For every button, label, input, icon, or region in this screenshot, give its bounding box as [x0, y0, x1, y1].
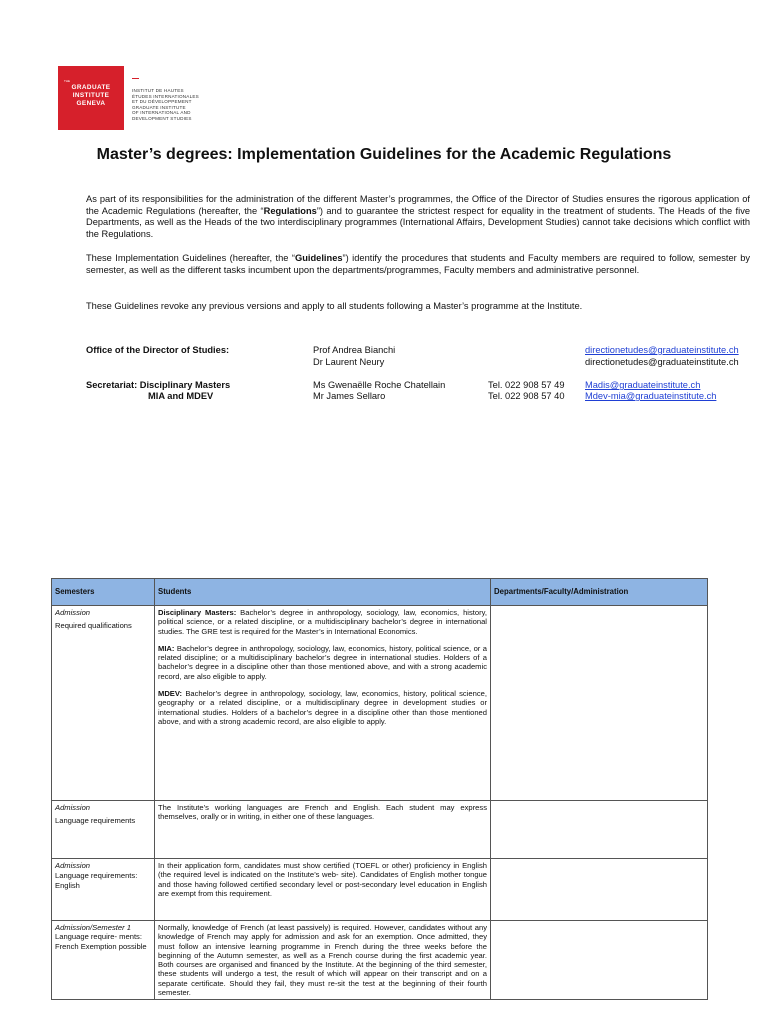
requirement-paragraph: [158, 608, 487, 636]
semester-subtitle: Language require- ments: French Exemption possible: [55, 932, 147, 951]
semester-title: Admission/Semester 1: [55, 923, 131, 932]
header-departments: Departments/Faculty/Administration: [491, 579, 708, 606]
semester-title: Admission: [55, 861, 91, 870]
semester-subtitle: Language requirements: [55, 816, 136, 826]
logo-dash: [132, 78, 139, 79]
table-header-row: [52, 579, 708, 606]
text-run: As part of its responsibilities for the administration of the different Master’s programmes, the Office of the Director of Studies ensures the rigorous application of the Academic Regulations (hereafter, the “: [86, 194, 750, 216]
logo-sub-line: GRADUATE INSTITUTE: [132, 104, 186, 110]
requirement-paragraph: [158, 689, 487, 726]
text-run: These Implementation Guidelines (hereafter, the “: [86, 253, 295, 263]
office-email-link[interactable]: directionetudes@graduateinstitute.ch: [585, 345, 739, 355]
semester-subtitle: Language requirements: English: [55, 871, 138, 890]
text-run: Bachelor’s degree in anthropology, sociology, law, economics, history, political science, or a related discipline; or a multidisciplinary bachelor’s degree in international studies. Holders of a bachelor’s degree in a discipline other than those mentioned above, and with a strong academic record, are also eligible to apply.: [158, 643, 487, 681]
mdev-mia-email-link[interactable]: Mdev-mia@graduateinstitute.ch: [585, 391, 717, 401]
logo-line-3: GENEVA: [76, 100, 106, 107]
office-name: Prof Andrea Bianchi: [313, 345, 396, 355]
table-row: [52, 859, 708, 921]
programme-label: MDEV:: [158, 689, 183, 699]
office-email: directionetudes@graduateinstitute.ch: [585, 357, 739, 367]
students-cell: [155, 801, 491, 859]
institute-logo: [58, 66, 124, 130]
requirement-paragraph: [158, 644, 487, 681]
secretariat-name: Mr James Sellaro: [313, 391, 386, 401]
logo-sub-line: ÉTUDES INTERNATIONALES: [132, 93, 199, 99]
text-run: In their application form, candidates must show certified (TOEFL or other) proficiency in English (the required level is indicated on the Institute’s web- site). Candidates of English mother tongue and those having followed certified secondary level or post-secondary level education in English are exempt from this requirement.: [158, 861, 487, 898]
students-cell: [155, 606, 491, 801]
guidelines-term: Guidelines: [295, 253, 343, 263]
logo-the: THE: [64, 79, 70, 83]
semester-subtitle: Required qualifications: [55, 621, 132, 631]
requirement-paragraph: [158, 923, 487, 997]
office-name: Dr Laurent Neury: [313, 357, 385, 367]
secretariat-name: Ms Gwenaëlle Roche Chatellain: [313, 380, 446, 390]
programme-label: MIA:: [158, 643, 175, 653]
departments-cell: [491, 859, 708, 921]
requirement-paragraph: [158, 861, 487, 898]
departments-cell: [491, 606, 708, 801]
semester-cell: [52, 801, 155, 859]
intro-paragraph-2: [86, 253, 750, 276]
table-row: [52, 801, 708, 859]
text-run: Normally, knowledge of French (at least passively) is required. However, candidates without any knowledge of French may apply for admission and ask for an exemption. Once admitted, they must follow an intensive learning programme in French during the three weeks before the beginning of the Autumn semester, as well as a French course during the first academic year. Both courses are organised and financed by the Institute. At the beginning of the third semester, these students will undergo a test, the result of which will appear on their transcript and on a separate certificate. Should they fail, they must re-sit the test at the beginning of their fourth semester.: [158, 923, 487, 998]
madis-email-link[interactable]: Madis@graduateinstitute.ch: [585, 380, 701, 390]
semester-title: Admission: [55, 608, 91, 617]
departments-cell: [491, 921, 708, 1000]
header-semesters: Semesters: [52, 579, 155, 606]
table-row: [52, 921, 708, 1000]
text-run: Bachelor’s degree in anthropology, sociology, law, economics, history, political science, geography or a related discipline, or a multidisciplinary degree in development studies or international studies. Holders of a bachelor’s degree in a discipline other than those mentioned above, and with a strong academic record, are also eligible to apply.: [158, 689, 487, 726]
logo-line-2: INSTITUTE: [72, 92, 110, 99]
text-run: ”) and to guarantee the strictest respect for equality in the treatment of students. The Heads of the five Departments, as well as the Heads of the two interdisciplinary programmes (International Affairs, Development Studies) cannot take decisions which conflict with the Regulations.: [86, 205, 751, 239]
secretariat-label-2: MIA and MDEV: [148, 391, 214, 401]
text-run: The Institute’s working languages are French and English. Each student may express themselves, orally or in writing, in either one of these languages.: [158, 803, 487, 822]
secretariat-tel: Tel. 022 908 57 40: [488, 391, 565, 401]
semester-cell: [52, 606, 155, 801]
logo-sub-line: INSTITUT DE HAUTES: [132, 88, 184, 93]
logo-sub-line: ET DU DÉVELOPPEMENT: [132, 99, 192, 105]
table-row: [52, 606, 708, 801]
departments-cell: [491, 801, 708, 859]
semester-cell: [52, 859, 155, 921]
guidelines-table: [51, 578, 708, 1000]
regulations-term: Regulations: [263, 205, 317, 216]
header-students: Students: [155, 579, 491, 606]
logo-line-1: GRADUATE: [71, 84, 111, 91]
logo-sub-line: DEVELOPMENT STUDIES: [132, 115, 192, 121]
semester-cell: [52, 921, 155, 1000]
intro-paragraph-1: [86, 194, 750, 240]
logo-subtitle: [132, 88, 242, 122]
programme-label: Disciplinary Masters:: [158, 608, 237, 617]
office-label: Office of the Director of Studies:: [86, 345, 230, 355]
text-run: ”) identify the procedures that students and Faculty members are required to follow, semester by semester, as well as the different tasks incumbent upon the departments/programmes, Faculty members and administrative personnel.: [86, 253, 751, 275]
intro-paragraph-3: These Guidelines revoke any previous versions and apply to all students following a Master’s programme at the Institute.: [86, 301, 583, 311]
semester-title: Admission: [55, 803, 91, 812]
secretariat-label: Secretariat: Disciplinary Masters: [86, 380, 231, 390]
requirement-paragraph: [158, 803, 487, 822]
document-title: Master’s degrees: Implementation Guidelines for the Academic Regulations: [96, 146, 672, 163]
students-cell: [155, 921, 491, 1000]
text-run: Bachelor’s degree in anthropology, sociology, law, economics, history, political science, or a related discipline, or a multidisciplinary bachelor’s degree in international studies. The GRE test is required for the Master’s in International Economics.: [158, 608, 487, 636]
secretariat-tel: Tel. 022 908 57 49: [488, 380, 565, 390]
students-cell: [155, 859, 491, 921]
logo-sub-line: OF INTERNATIONAL AND: [132, 110, 191, 116]
